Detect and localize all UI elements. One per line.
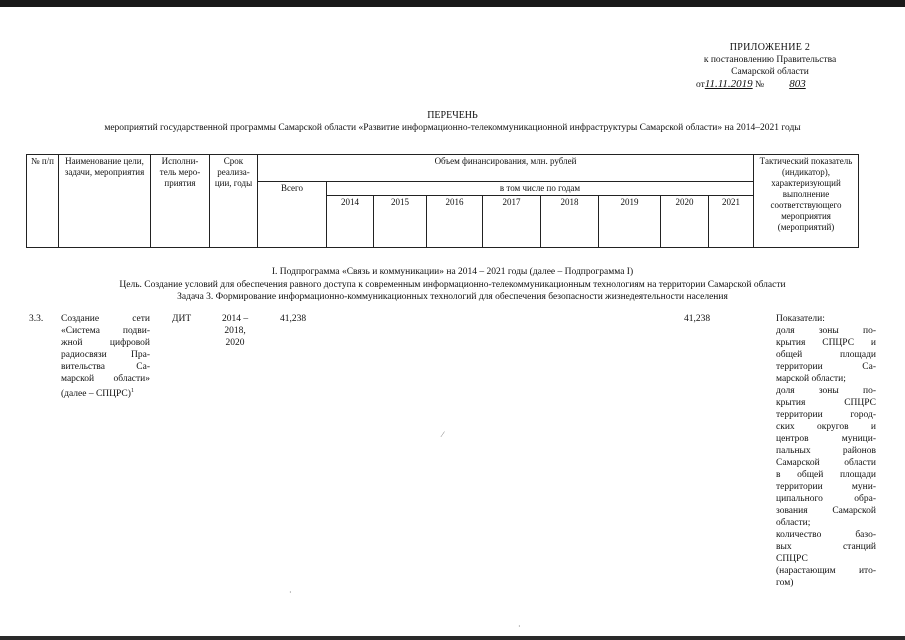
indicator-line: марской области; (776, 374, 846, 384)
col-name-header: Наименование цели, задачи, мероприятия (59, 155, 151, 248)
document-title: ПЕРЕЧЕНЬ (427, 110, 478, 121)
year-header: 2020 (661, 196, 709, 248)
row-term (215, 313, 255, 349)
indicator-line: гом) (776, 578, 794, 588)
indicator-line: зования Самарской (776, 506, 876, 516)
from-label: от (696, 80, 705, 90)
indicator-line: пальных районов (776, 446, 876, 456)
activity-name-line: жной цифровой (61, 338, 150, 348)
activity-name-line: марской области» (61, 374, 150, 384)
year-header: 2015 (374, 196, 427, 248)
scan-speck: · (518, 622, 521, 631)
indicator-line: ципального обра- (776, 494, 876, 504)
indicator-line: центров муници- (776, 434, 876, 444)
indicator-title: Показатели: (776, 314, 825, 324)
section-heading (0, 266, 905, 304)
activity-name-line: радиосвязи Пра- (61, 350, 150, 360)
appendix-line2: Самарской области (731, 67, 809, 77)
indicator-line: Самарской области (776, 458, 876, 468)
appendix-title: ПРИЛОЖЕНИЕ 2 (729, 42, 811, 53)
number-label: № (755, 80, 765, 90)
indicator-line: в общей площади (776, 470, 876, 480)
indicator-line: крытия СПЦРС (776, 398, 876, 408)
row-executor: ДИТ (172, 314, 192, 324)
indicator-line: территории муни- (776, 482, 876, 492)
year-header: 2016 (427, 196, 483, 248)
activity-name-line: вительства Са- (61, 362, 150, 372)
activity-name-line: «Система подви- (61, 326, 150, 336)
col-num-header: № п/п (27, 155, 59, 248)
indicator-line: общей площади (776, 350, 876, 360)
indicator-line: территории Са- (776, 362, 876, 372)
subprogram-title: I. Подпрограмма «Связь и коммуникации» на 2014 – 2021 годы (далее – Подпрограмма I) (271, 267, 634, 277)
appendix-date-row (690, 78, 850, 91)
term-line: 2020 (225, 338, 245, 348)
year-header: 2019 (599, 196, 661, 248)
indicator-line: крытия СПЦРС и (776, 338, 876, 348)
year-header: 2018 (541, 196, 599, 248)
row-number: 3.3. (29, 314, 44, 324)
header-table (26, 154, 859, 248)
indicator-line: доля зоны по- (776, 386, 876, 396)
col-funding-header: Объем финансирования, млн. рублей (258, 155, 754, 182)
indicator-line: (нарастающим ито- (776, 566, 876, 576)
activity-name-last-line (61, 385, 150, 400)
year-header: 2014 (327, 196, 374, 248)
scan-bottom-edge (0, 636, 905, 640)
col-total-header: Всего (258, 182, 327, 248)
indicator-line: территории город- (776, 410, 876, 420)
scan-speck: · (289, 588, 292, 597)
row-2020-amount: 41,238 (684, 314, 711, 324)
appendix-block (690, 42, 850, 91)
scan-top-edge (0, 0, 905, 7)
task-line: Задача 3. Формирование информационно-коммуникационных технологий для обеспечения безопасности жизнедеятельности населения (177, 292, 728, 302)
col-by-years-header: в том числе по годам (327, 182, 754, 196)
col-term-header: Срок реализа- ции, годы (210, 155, 258, 248)
year-header: 2021 (709, 196, 754, 248)
scan-speck: ⁄ (442, 430, 444, 439)
row-total-amount: 41,238 (280, 314, 307, 324)
goal-line: Цель. Создание условий для обеспечения равного доступа к современным информационно-телекоммуникационным технологиям на территории Самарской области (119, 279, 786, 290)
col-indicator-header: Тактический показатель (индикатор), характеризующий выполнение соответствующего мероприятия (мероприятий) (754, 155, 859, 248)
row-indicator (776, 313, 876, 589)
row-activity-name (61, 313, 150, 400)
activity-name-tail: (далее – СПЦРС) (61, 389, 131, 400)
document-subtitle: мероприятий государственной программы Самарской области «Развитие информационно-телекоммуникационной инфраструктуры Самарской области» на 2014–2021 годы (104, 123, 801, 133)
term-line: 2014 – (221, 314, 249, 324)
indicator-line: доля зоны по- (776, 326, 876, 336)
handwritten-date: 11.11.2019 (704, 78, 753, 90)
indicator-line: ских округов и (776, 422, 876, 432)
indicator-line: области; (776, 518, 811, 528)
handwritten-number: 803 (789, 78, 806, 90)
year-header: 2017 (483, 196, 541, 248)
indicator-line: СПЦРС (776, 554, 808, 564)
appendix-line1: к постановлению Правительства (703, 55, 837, 65)
col-exec-header: Исполни- тель меро- приятия (151, 155, 210, 248)
footnote-mark: 1 (130, 388, 134, 394)
indicator-line: вых станций (776, 542, 876, 552)
activity-name-line: Создание сети (61, 314, 150, 324)
term-line: 2018, (224, 326, 246, 336)
indicator-line: количество базо- (776, 530, 876, 540)
document-heading (0, 109, 905, 135)
